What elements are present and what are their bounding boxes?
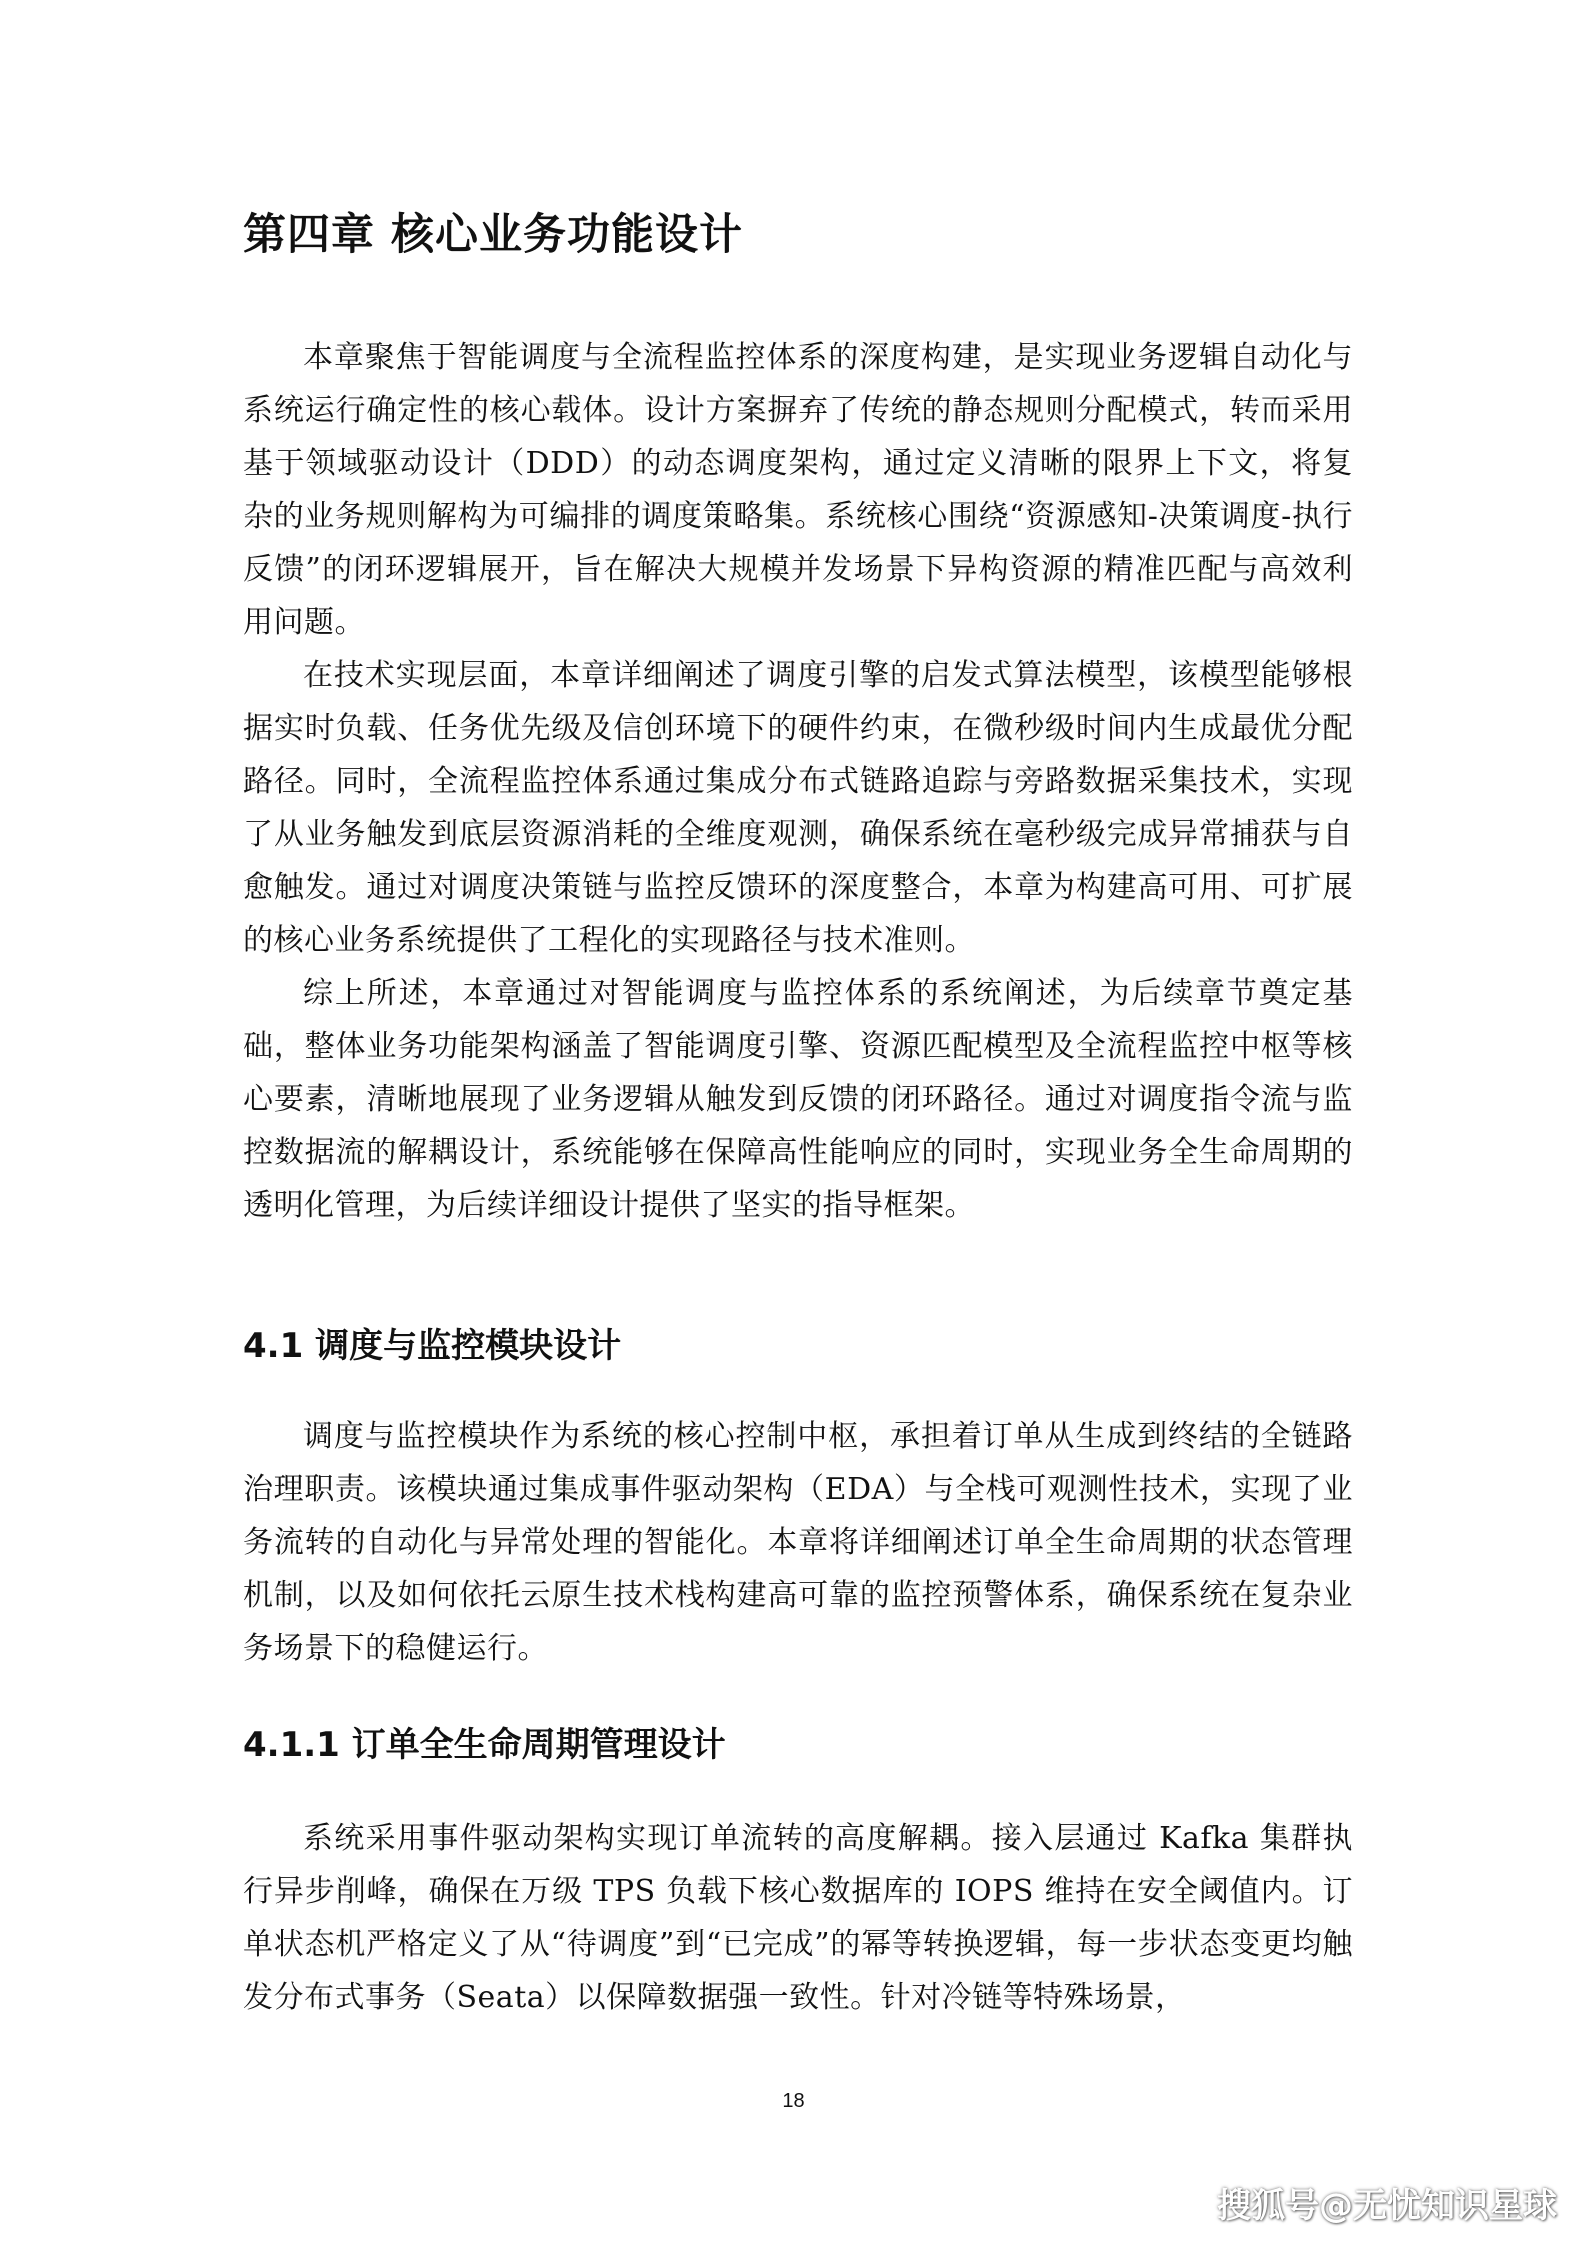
watermark: 搜狐号@无忧知识星球 xyxy=(1217,2186,1557,2226)
section-4-1-1-paragraph: 系统采用事件驱动架构实现订单流转的高度解耦。接入层通过 Kafka 集群执行异步削峰，确保在万级 TPS 负载下核心数据库的 IOPS 维持在安全阈值内。订单状态机严格定义了从“待调度”到“已完成”的幂等转换逻辑，每一步状态变更均触发分布式事务（Seata）以保障数据强一致性。针对冷链等特殊场景， xyxy=(243,1821,1353,2015)
section-4-1-body xyxy=(243,1410,1353,1675)
section-4-1-title: 4.1 调度与监控模块设计 xyxy=(243,1326,622,1366)
page-number: 18 xyxy=(782,2090,805,2112)
chapter-intro xyxy=(243,331,1353,1232)
intro-paragraph-2: 在技术实现层面，本章详细阐述了调度引擎的启发式算法模型，该模型能够根据实时负载、任务优先级及信创环境下的硬件约束，在微秒级时间内生成最优分配路径。同时，全流程监控体系通过集成分布式链路追踪与旁路数据采集技术，实现了从业务触发到底层资源消耗的全维度观测，确保系统在毫秒级完成异常捕获与自愈触发。通过对调度决策链与监控反馈环的深度整合，本章为构建高可用、可扩展的核心业务系统提供了工程化的实现路径与技术准则。 xyxy=(243,658,1353,958)
intro-paragraph-1: 本章聚焦于智能调度与全流程监控体系的深度构建，是实现业务逻辑自动化与系统运行确定性的核心载体。设计方案摒弃了传统的静态规则分配模式，转而采用基于领域驱动设计（DDD）的动态调度架构，通过定义清晰的限界上下文，将复杂的业务规则解构为可编排的调度策略集。系统核心围绕“资源感知-决策调度-执行反馈”的闭环逻辑展开，旨在解决大规模并发场景下异构资源的精准匹配与高效利用问题。 xyxy=(243,340,1353,640)
intro-paragraph-3: 综上所述，本章通过对智能调度与监控体系的系统阐述，为后续章节奠定基础，整体业务功能架构涵盖了智能调度引擎、资源匹配模型及全流程监控中枢等核心要素，清晰地展现了业务逻辑从触发到反馈的闭环路径。通过对调度指令流与监控数据流的解耦设计，系统能够在保障高性能响应的同时，实现业务全生命周期的透明化管理，为后续详细设计提供了坚实的指导框架。 xyxy=(243,976,1353,1223)
section-4-1-paragraph: 调度与监控模块作为系统的核心控制中枢，承担着订单从生成到终结的全链路治理职责。该模块通过集成事件驱动架构（EDA）与全栈可观测性技术，实现了业务流转的自动化与异常处理的智能化。本章将详细阐述订单全生命周期的状态管理机制，以及如何依托云原生技术栈构建高可靠的监控预警体系，确保系统在复杂业务场景下的稳健运行。 xyxy=(243,1419,1353,1666)
section-4-1-1-body xyxy=(243,1812,1353,2024)
chapter-title: 第四章 核心业务功能设计 xyxy=(243,210,743,260)
section-4-1-1-title: 4.1.1 订单全生命周期管理设计 xyxy=(243,1725,726,1765)
